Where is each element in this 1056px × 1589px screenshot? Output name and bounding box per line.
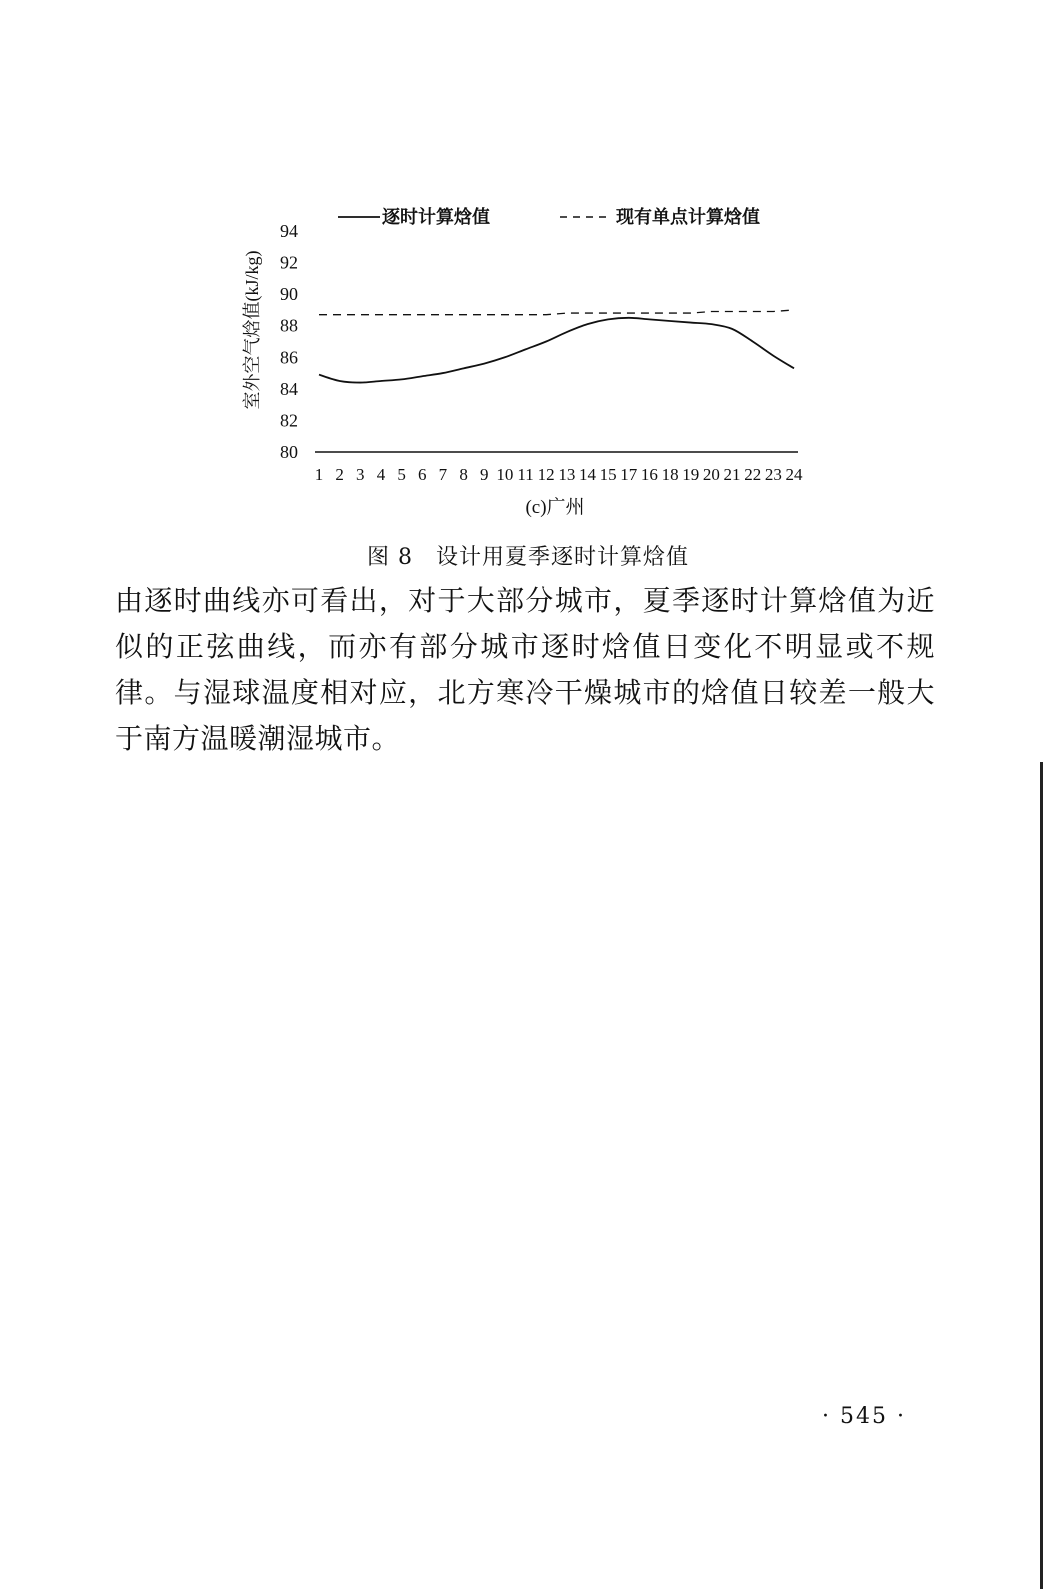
y-tick-label: 94 <box>280 221 298 241</box>
y-tick-label: 90 <box>280 284 298 305</box>
series-layer <box>319 310 794 383</box>
x-tick-label: 1 <box>314 465 324 484</box>
page-number: · 545 · <box>822 1404 906 1429</box>
y-tick-label: 92 <box>280 252 298 273</box>
chart-legend <box>338 206 760 227</box>
x-tick-label: 7 <box>438 465 448 484</box>
y-tick-label: 84 <box>280 378 298 399</box>
legend-label-single-point: 现有单点计算焓值 <box>616 207 760 227</box>
x-tick-label: 21 <box>723 465 741 484</box>
series-line-hourly <box>319 318 794 383</box>
x-tick-label: 5 <box>397 465 406 484</box>
y-tick-label: 88 <box>280 315 298 336</box>
y-tick-label: 86 <box>280 347 298 368</box>
x-tick-label: 11 <box>517 465 534 484</box>
x-tick-label: 16 <box>640 465 658 484</box>
x-tick-label: 19 <box>682 465 700 484</box>
x-tick-label: 3 <box>356 465 365 484</box>
page-edge-line <box>1040 762 1043 1589</box>
x-tick-label: 18 <box>661 465 679 484</box>
x-tick-label: 4 <box>376 465 386 484</box>
enthalpy-chart <box>220 190 840 530</box>
x-tick-label: 2 <box>335 465 344 484</box>
x-tick-label: 24 <box>785 465 803 484</box>
x-tick-label: 15 <box>599 465 617 484</box>
figure-caption: 图 8 设计用夏季逐时计算焓值 <box>367 545 689 570</box>
x-tick-label: 10 <box>496 465 514 484</box>
y-tick-label: 80 <box>280 442 298 462</box>
x-tick-label: 23 <box>764 465 782 484</box>
x-tick-label: 17 <box>620 465 638 484</box>
x-tick-label: 20 <box>702 465 720 484</box>
x-tick-label: 6 <box>418 465 427 484</box>
y-axis-label: 室外空气焓值(kJ/kg) <box>242 250 262 410</box>
x-tick-label: 22 <box>744 465 762 484</box>
x-tick-label: 14 <box>578 465 596 484</box>
x-tick-label: 9 <box>479 465 489 484</box>
y-tick-label: 82 <box>280 410 298 431</box>
x-axis-ticks <box>315 465 803 484</box>
y-axis-ticks <box>280 221 298 462</box>
body-paragraph: 由逐时曲线亦可看出，对于大部分城市，夏季逐时计算焓值为近似的正弦曲线，而亦有部分城市逐时焓值日变化不明显或不规律。与湿球温度相对应，北方寒冷干燥城市的焓值日较差一般大于南方温暖潮湿城市。 <box>115 584 935 755</box>
x-tick-label: 13 <box>558 465 576 484</box>
x-axis-label: (c)广州 <box>525 497 585 518</box>
series-line-single-point <box>319 310 794 315</box>
x-tick-label: 12 <box>537 465 555 484</box>
x-tick-label: 8 <box>459 465 468 484</box>
legend-label-hourly: 逐时计算焓值 <box>382 207 490 227</box>
